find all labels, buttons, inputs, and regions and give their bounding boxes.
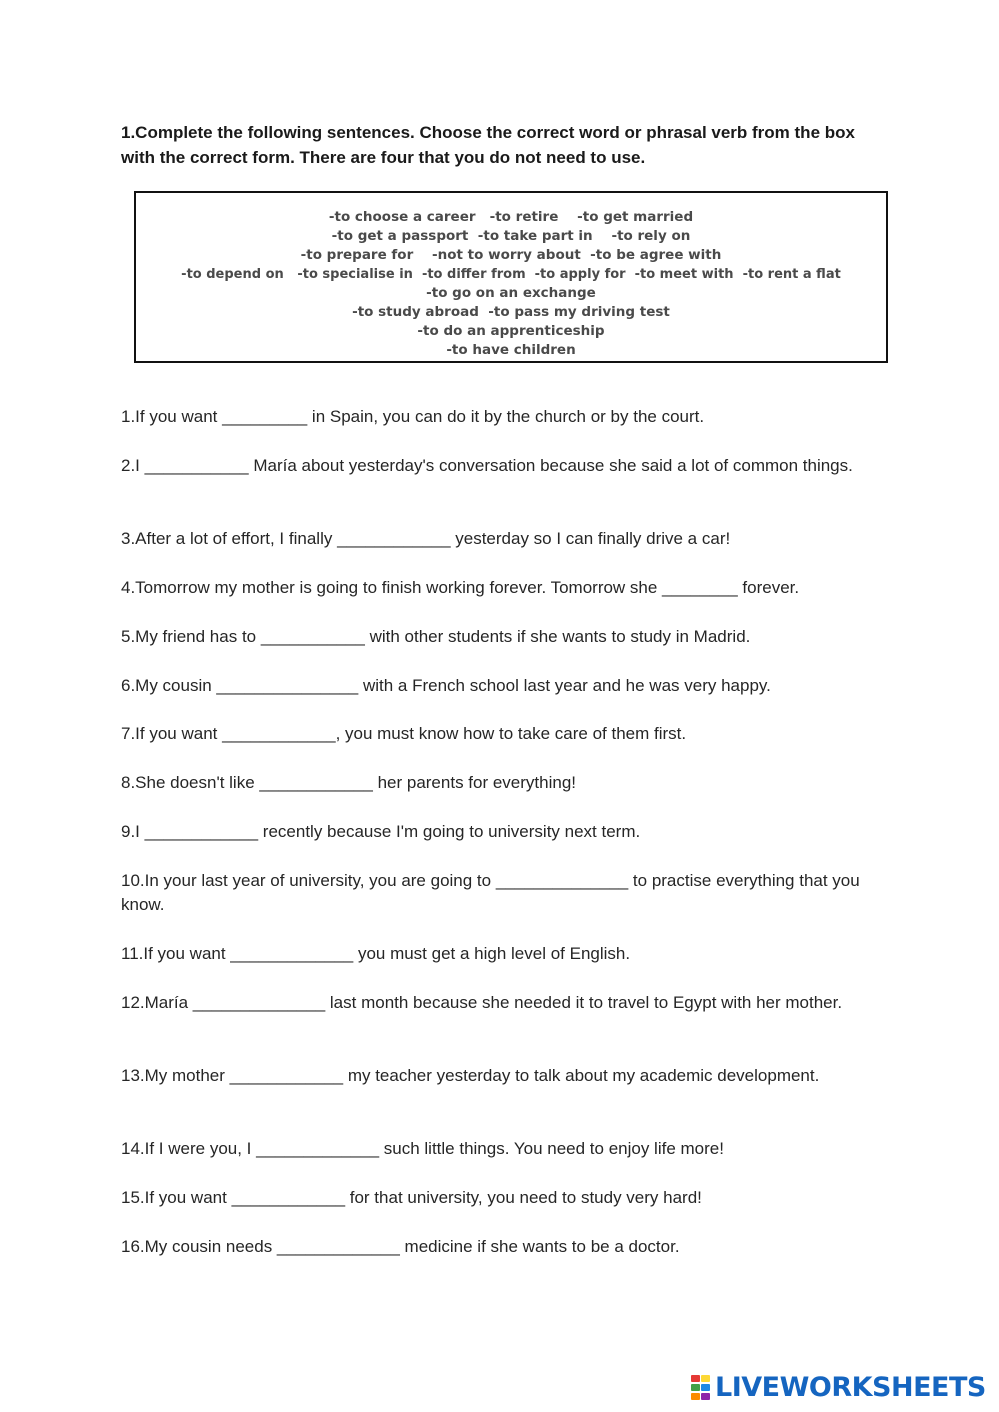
question-1: 1.If you want _________ in Spain, you can do it by the church or by the court. <box>121 407 705 426</box>
question-10: 10.In your last year of university, you are going to ______________ to practise everything that you know. <box>121 871 860 914</box>
question-8: 8.She doesn't like ____________ her parents for everything! <box>121 773 577 792</box>
question-4: 4.Tomorrow my mother is going to finish working forever. Tomorrow she ________ forever. <box>121 578 800 597</box>
question-2: 2.I ___________ María about yesterday's conversation because she said a lot of common things. <box>121 456 853 475</box>
question-6: 6.My cousin _______________ with a French school last year and he was very happy. <box>121 676 771 695</box>
question-15: 15.If you want ____________ for that university, you need to study very hard! <box>121 1188 702 1207</box>
question-16: 16.My cousin needs _____________ medicine if she wants to be a doctor. <box>121 1237 680 1256</box>
liveworksheets-cube-icon <box>691 1375 713 1401</box>
word-box-line: -to choose a career -to retire -to get married <box>328 209 694 225</box>
question-13: 13.My mother ____________ my teacher yesterday to talk about my academic development. <box>121 1066 820 1085</box>
word-box-line: -to prepare for -not to worry about -to be agree with <box>300 247 722 263</box>
word-box-line: -to get a passport -to take part in -to rely on <box>331 228 691 244</box>
question-14: 14.If I were you, I _____________ such little things. You need to enjoy life more! <box>121 1139 724 1158</box>
word-box <box>134 191 888 363</box>
question-9: 9.I ____________ recently because I'm going to university next term. <box>121 822 641 841</box>
logo-text: LIVEWORKSHEETS <box>715 1372 986 1403</box>
question-12: 12.María ______________ last month because she needed it to travel to Egypt with her mother. <box>121 993 843 1012</box>
question-3: 3.After a lot of effort, I finally ____________ yesterday so I can finally drive a car! <box>121 529 731 548</box>
word-box-line: -to study abroad -to pass my driving test <box>352 304 670 320</box>
word-box-line: -to depend on -to specialise in -to differ from -to apply for -to meet with -to rent a flat <box>181 267 841 282</box>
question-11: 11.If you want _____________ you must get a high level of English. <box>121 944 631 963</box>
instructions-heading: 1.Complete the following sentences. Choose the correct word or phrasal verb from the box with the correct form. There are four that you do not need to use. <box>121 123 855 167</box>
liveworksheets-logo[interactable] <box>691 1373 986 1403</box>
word-box-line: -to do an apprenticeship <box>417 323 605 339</box>
question-5: 5.My friend has to ___________ with other students if she wants to study in Madrid. <box>121 627 751 646</box>
word-box-line: -to go on an exchange <box>426 285 596 301</box>
word-box-line: -to have children <box>446 342 576 358</box>
question-7: 7.If you want ____________, you must know how to take care of them first. <box>121 724 687 743</box>
